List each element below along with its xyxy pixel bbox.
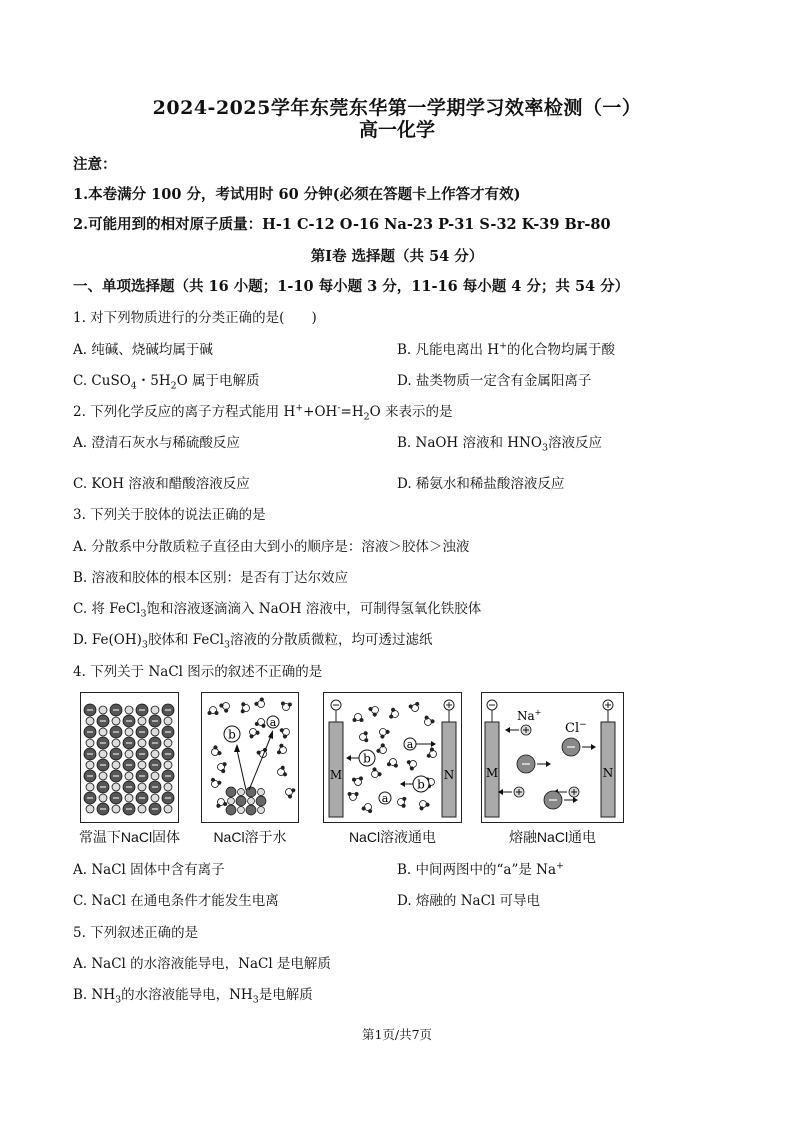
molten-nacl-electrolysis-figure [481, 692, 624, 823]
lattice-ion [151, 728, 159, 736]
crystal-ion [258, 807, 265, 814]
lattice-ion [151, 750, 159, 758]
ion-label-b-2: b [363, 751, 371, 766]
water-hydrogen [353, 718, 357, 722]
ion-label-a-2: a [406, 738, 414, 751]
lattice-ion [86, 761, 94, 769]
ion-label-b: b [228, 727, 236, 742]
crystal-ion [226, 787, 236, 797]
lattice-ion [164, 739, 172, 747]
lattice-ion [125, 772, 133, 780]
question-3-option-b: B. 溶液和胶体的根本区别：是否有丁达尔效应 [73, 570, 349, 586]
lattice-ion [164, 805, 172, 813]
lattice-ion [99, 706, 107, 714]
notes-item-2: 2.可能用到的相对原子质量：H-1 C-12 O-16 Na-23 P-31 S-32 K-39 Br-80 [73, 216, 611, 233]
question-2-option-c: C. KOH 溶液和醋酸溶液反应 [73, 476, 250, 492]
electrode-n-label-2: N [602, 766, 614, 780]
figure-caption-1: 常温下NaCl固体 [78, 829, 181, 845]
crystal-ion [248, 798, 255, 805]
crystal-ion [228, 798, 235, 805]
page-number: 第1页/共7页 [361, 1027, 433, 1042]
ion-label-b-3: b [417, 777, 425, 792]
crystal-ion [258, 789, 265, 796]
lattice-ion [138, 783, 146, 791]
lattice-ion [86, 805, 94, 813]
question-4-option-a: A. NaCl 固体中含有离子 [73, 862, 225, 878]
lattice-ion [138, 739, 146, 747]
question-4-option-c: C. NaCl 在通电条件才能发生电离 [73, 893, 279, 909]
exam-subject: 高一化学 [358, 119, 435, 141]
ion-label-a: a [269, 716, 277, 729]
notes-item-1: 1.本卷满分 100 分，考试用时 60 分钟(必须在答题卡上作答才有效) [73, 186, 521, 203]
question-1-option-d: D. 盐类物质一定含有金属阳离子 [397, 373, 592, 389]
electrode-m-label-2: M [485, 766, 499, 780]
lattice-ion [151, 794, 159, 802]
lattice-ion [138, 717, 146, 725]
exam-title: 2024-2025学年东莞东华第一学期学习效率检测（一） [152, 97, 642, 119]
question-2-option-b: B. NaOH 溶液和 $HNO_3$溶液反应 [397, 435, 602, 454]
water-hydrogen [215, 711, 219, 715]
question-3-option-c: C. 将 FeCl$_3$饱和溶液逐滴滴入 NaOH 溶液中，可制得氢氧化铁胶体 [73, 601, 482, 620]
lattice-ion [86, 717, 94, 725]
notes-label: 注意： [73, 156, 117, 173]
question-4-option-d: D. 熔融的 NaCl 可导电 [397, 893, 541, 909]
lattice-ion [99, 794, 107, 802]
lattice-ion [99, 772, 107, 780]
question-2-option-d: D. 稀氨水和稀盐酸溶液反应 [397, 476, 565, 492]
water-hydrogen [360, 718, 364, 722]
lattice-ion [138, 805, 146, 813]
lattice-ion [112, 805, 120, 813]
question-1-option-c: C. CuSO$_4$・$5H_2O$ 属于电解质 [73, 373, 260, 392]
question-5-stem: 5. 下列叙述正确的是 [73, 925, 199, 941]
water-hydrogen [208, 711, 212, 715]
question-3-option-d: D. $Fe(OH)_3$胶体和 FeCl$_3$溶液的分散质微粒，均可透过滤纸 [73, 632, 433, 651]
chloride-ion-label: Cl− [565, 720, 587, 736]
lattice-ion [125, 728, 133, 736]
lattice-ion [164, 761, 172, 769]
ion-label-a-3: a [381, 792, 389, 805]
section-title: 第Ⅰ卷 选择题（共 54 分） [310, 248, 484, 265]
crystal-ion [238, 789, 245, 796]
question-4-stem: 4. 下列关于 NaCl 图示的叙述不正确的是 [73, 664, 323, 680]
figure-caption-3: NaCl溶液通电 [348, 829, 437, 845]
lattice-ion [125, 750, 133, 758]
question-1-stem: 1. 对下列物质进行的分类正确的是( ) [73, 310, 317, 326]
lattice-ion [151, 706, 159, 714]
crystal-ion [256, 796, 266, 806]
sodium-ion-label: Na+ [517, 708, 542, 723]
question-5-option-a: A. NaCl 的水溶液能导电，NaCl 是电解质 [73, 956, 331, 972]
crystal-ion [226, 805, 236, 815]
lattice-ion [86, 739, 94, 747]
electrode-m-label: M [329, 768, 343, 782]
nacl-dissolving-figure [201, 692, 299, 823]
crystal-ion [246, 805, 256, 815]
question-2-option-a: A. 澄清石灰水与稀硫酸反应 [73, 435, 240, 451]
part-title: 一、单项选择题（共 16 小题；1-10 每小题 3 分，11-16 每小题 4 分；共 54 分） [73, 278, 630, 295]
lattice-ion [112, 783, 120, 791]
lattice-ion [99, 728, 107, 736]
lattice-ion [112, 761, 120, 769]
crystal-ion [236, 796, 246, 806]
lattice-ion [125, 794, 133, 802]
lattice-ion [164, 783, 172, 791]
crystal-ion [246, 787, 256, 797]
question-3-stem: 3. 下列关于胶体的说法正确的是 [73, 507, 266, 523]
question-1-option-a: A. 纯碱、烧碱均属于碱 [73, 342, 213, 358]
question-2-stem: 2. 下列化学反应的离子方程式能用 $H^++OH^-=H_2O$ 来表示的是 [73, 402, 453, 423]
lattice-ion [164, 717, 172, 725]
crystal-ion [238, 807, 245, 814]
lattice-ion [151, 772, 159, 780]
question-4-option-b: B. 中间两图中的“a”是 Na+ [397, 860, 564, 878]
nacl-solid-figure [80, 692, 179, 823]
lattice-ion [86, 783, 94, 791]
question-5-option-b: B. $NH_3$的水溶液能导电，$NH_3$是电解质 [73, 987, 313, 1006]
figure-caption-2: NaCl溶于水 [213, 829, 287, 845]
lattice-ion [125, 706, 133, 714]
question-3-option-a: A. 分散系中分散质粒子直径由大到小的顺序是：溶液＞胶体＞浊液 [73, 539, 470, 555]
question-1-option-b: B. 凡能电离出 H+的化合物均属于酸 [397, 340, 615, 358]
lattice-ion [112, 739, 120, 747]
electrode-n-label: N [443, 768, 455, 782]
lattice-ion [99, 750, 107, 758]
figure-caption-4: 熔融NaCl通电 [508, 829, 597, 845]
lattice-ion [138, 761, 146, 769]
nacl-solution-electrolysis-figure [323, 692, 462, 823]
lattice-ion [112, 717, 120, 725]
